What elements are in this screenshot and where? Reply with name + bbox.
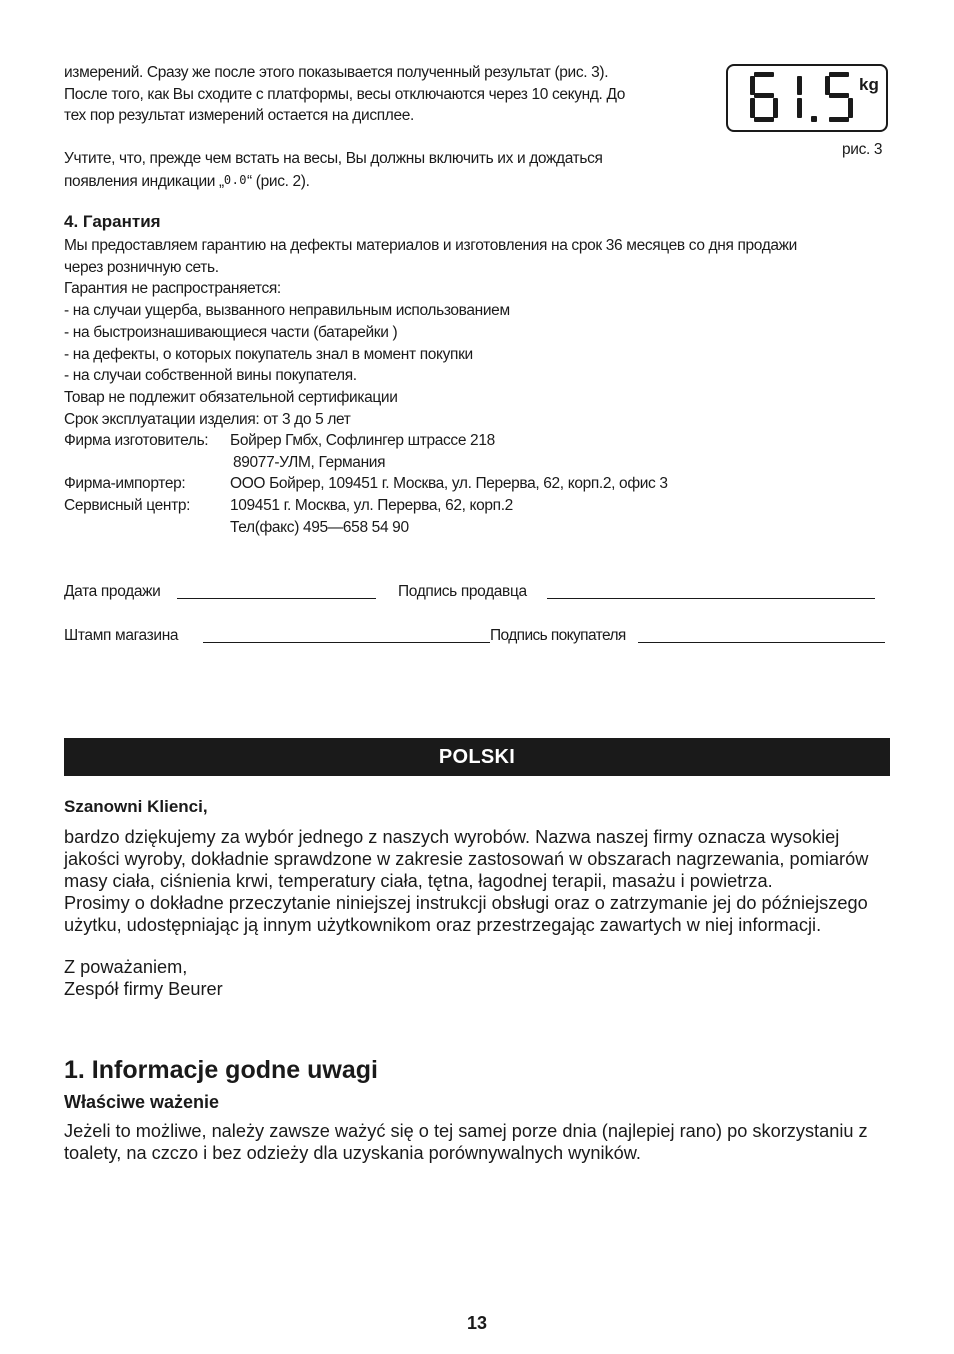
buyer-signature-field[interactable] xyxy=(638,642,885,643)
service-label: Сервисный центр: xyxy=(64,497,191,514)
text-line: Мы предоставляем гарантию на дефекты материалов и изготовления на срок 36 месяцев со дня продажи xyxy=(64,237,797,254)
text-line: измерений. Сразу же после этого показывается полученный результат (рис. 3). xyxy=(64,64,609,81)
text-line: Jeżeli to możliwe, należy zawsze ważyć się o tej samej porze dnia (najlepiej rano) po skorzystaniu z xyxy=(64,1121,868,1141)
warranty-body xyxy=(64,235,797,430)
importer-value: ООО Бойрер, 109451 г. Москва, ул. Перерва, 62, корп.2, офис 3 xyxy=(230,475,668,492)
shop-stamp-field[interactable] xyxy=(203,642,490,643)
text-line: Товар не подлежит обязательной сертификации xyxy=(64,388,398,406)
display-digits xyxy=(728,66,886,130)
display-glyph-text: 0.0 xyxy=(223,172,248,187)
importer-label: Фирма-импортер: xyxy=(64,475,186,492)
text-line: 109451 г. Москва, ул. Перерва, 62, корп.2 xyxy=(230,497,513,514)
seller-signature-label: Подпись продавца xyxy=(398,583,527,600)
note-paragraph xyxy=(64,148,603,192)
text-line: Бойрер Гмбх, Софлингер штрассе 218 xyxy=(230,432,495,449)
sale-date-field[interactable] xyxy=(177,598,376,599)
text-line: masy ciała, ciśnienia krwi, temperatury ciała, tętna, łagodnej terapii, masażu i powietrza. xyxy=(64,871,773,891)
text-line: bardzo dziękujemy za wybór jednego z naszych wyrobów. Nazwa naszej firmy oznacza wysokiej xyxy=(64,827,840,847)
language-banner: POLSKI xyxy=(64,738,890,776)
text-line: Учтите, что, прежде чем встать на весы, Вы должны включить их и дождаться xyxy=(64,150,603,167)
text-fragment: “ (рис. 2). xyxy=(247,172,310,190)
manufacturer-address xyxy=(230,430,495,473)
text-line: - на дефекты, о которых покупатель знал в момент покупки xyxy=(64,345,473,363)
section-title: 1. Informacje godne uwagi xyxy=(64,1056,378,1084)
subsection-title: Właściwe ważenie xyxy=(64,1092,220,1112)
shop-stamp-label: Штамп магазина xyxy=(64,627,179,644)
text-fragment: появления индикации „ xyxy=(64,172,224,190)
text-line: toalety, na czczo i bez odzieży dla uzyskania porównywalnych wyników. xyxy=(64,1143,641,1163)
text-line: Гарантия не распространяется: xyxy=(64,280,281,298)
text-line: Тел(факс) 495—658 54 90 xyxy=(230,518,409,536)
text-line: тех пор результат измерений остается на дисплее. xyxy=(64,107,414,125)
text-line: Zespół firmy Beurer xyxy=(64,979,223,999)
intro-paragraph xyxy=(64,62,625,127)
display-unit: kg xyxy=(859,75,879,94)
text-line: После того, как Вы сходите с платформы, весы отключаются через 10 секунд. До xyxy=(64,85,626,103)
text-line: Z poważaniem, xyxy=(64,957,188,977)
figure-caption: рис. 3 xyxy=(842,141,883,158)
service-address xyxy=(230,495,513,538)
warranty-heading: 4. Гарантия xyxy=(64,212,161,231)
weighing-paragraph xyxy=(64,1120,868,1164)
text-line: через розничную сеть. xyxy=(64,258,219,276)
text-line: Срок эксплуатации изделия: от 3 до 5 лет xyxy=(64,410,351,428)
buyer-signature-label: Подпись покупателя xyxy=(490,627,626,644)
text-line: jakości wyroby, dokładnie sprawdzone w zakresie zastosowań w obszarach nagrzewania, pomiarów xyxy=(64,849,869,869)
seller-signature-field[interactable] xyxy=(547,598,875,599)
text-line xyxy=(64,170,310,193)
page-number: 13 xyxy=(466,1313,488,1333)
text-line: - на случаи ущерба, вызванного неправильным использованием xyxy=(64,302,510,320)
text-line: - на случаи собственной вины покупателя. xyxy=(64,367,357,385)
text-line: użytku, udostępniając ją innym użytkownikom oraz przestrzegając zawartych w niej informacji. xyxy=(64,915,822,935)
text-line: 89077-УЛМ, Германия xyxy=(233,453,386,471)
text-line: Prosimy o dokładne przeczytanie niniejszej instrukcji obsługi oraz o zatrzymanie jej do późniejszego xyxy=(64,893,868,913)
scale-display-figure xyxy=(726,64,888,132)
closing xyxy=(64,956,223,1000)
text-line: - на быстроизнашивающиеся части (батарейки ) xyxy=(64,323,398,341)
manufacturer-label: Фирма изготовитель: xyxy=(64,432,209,449)
intro-paragraph-pl xyxy=(64,826,868,936)
sale-date-label: Дата продажи xyxy=(64,583,161,600)
greeting: Szanowni Klienci, xyxy=(64,797,208,816)
